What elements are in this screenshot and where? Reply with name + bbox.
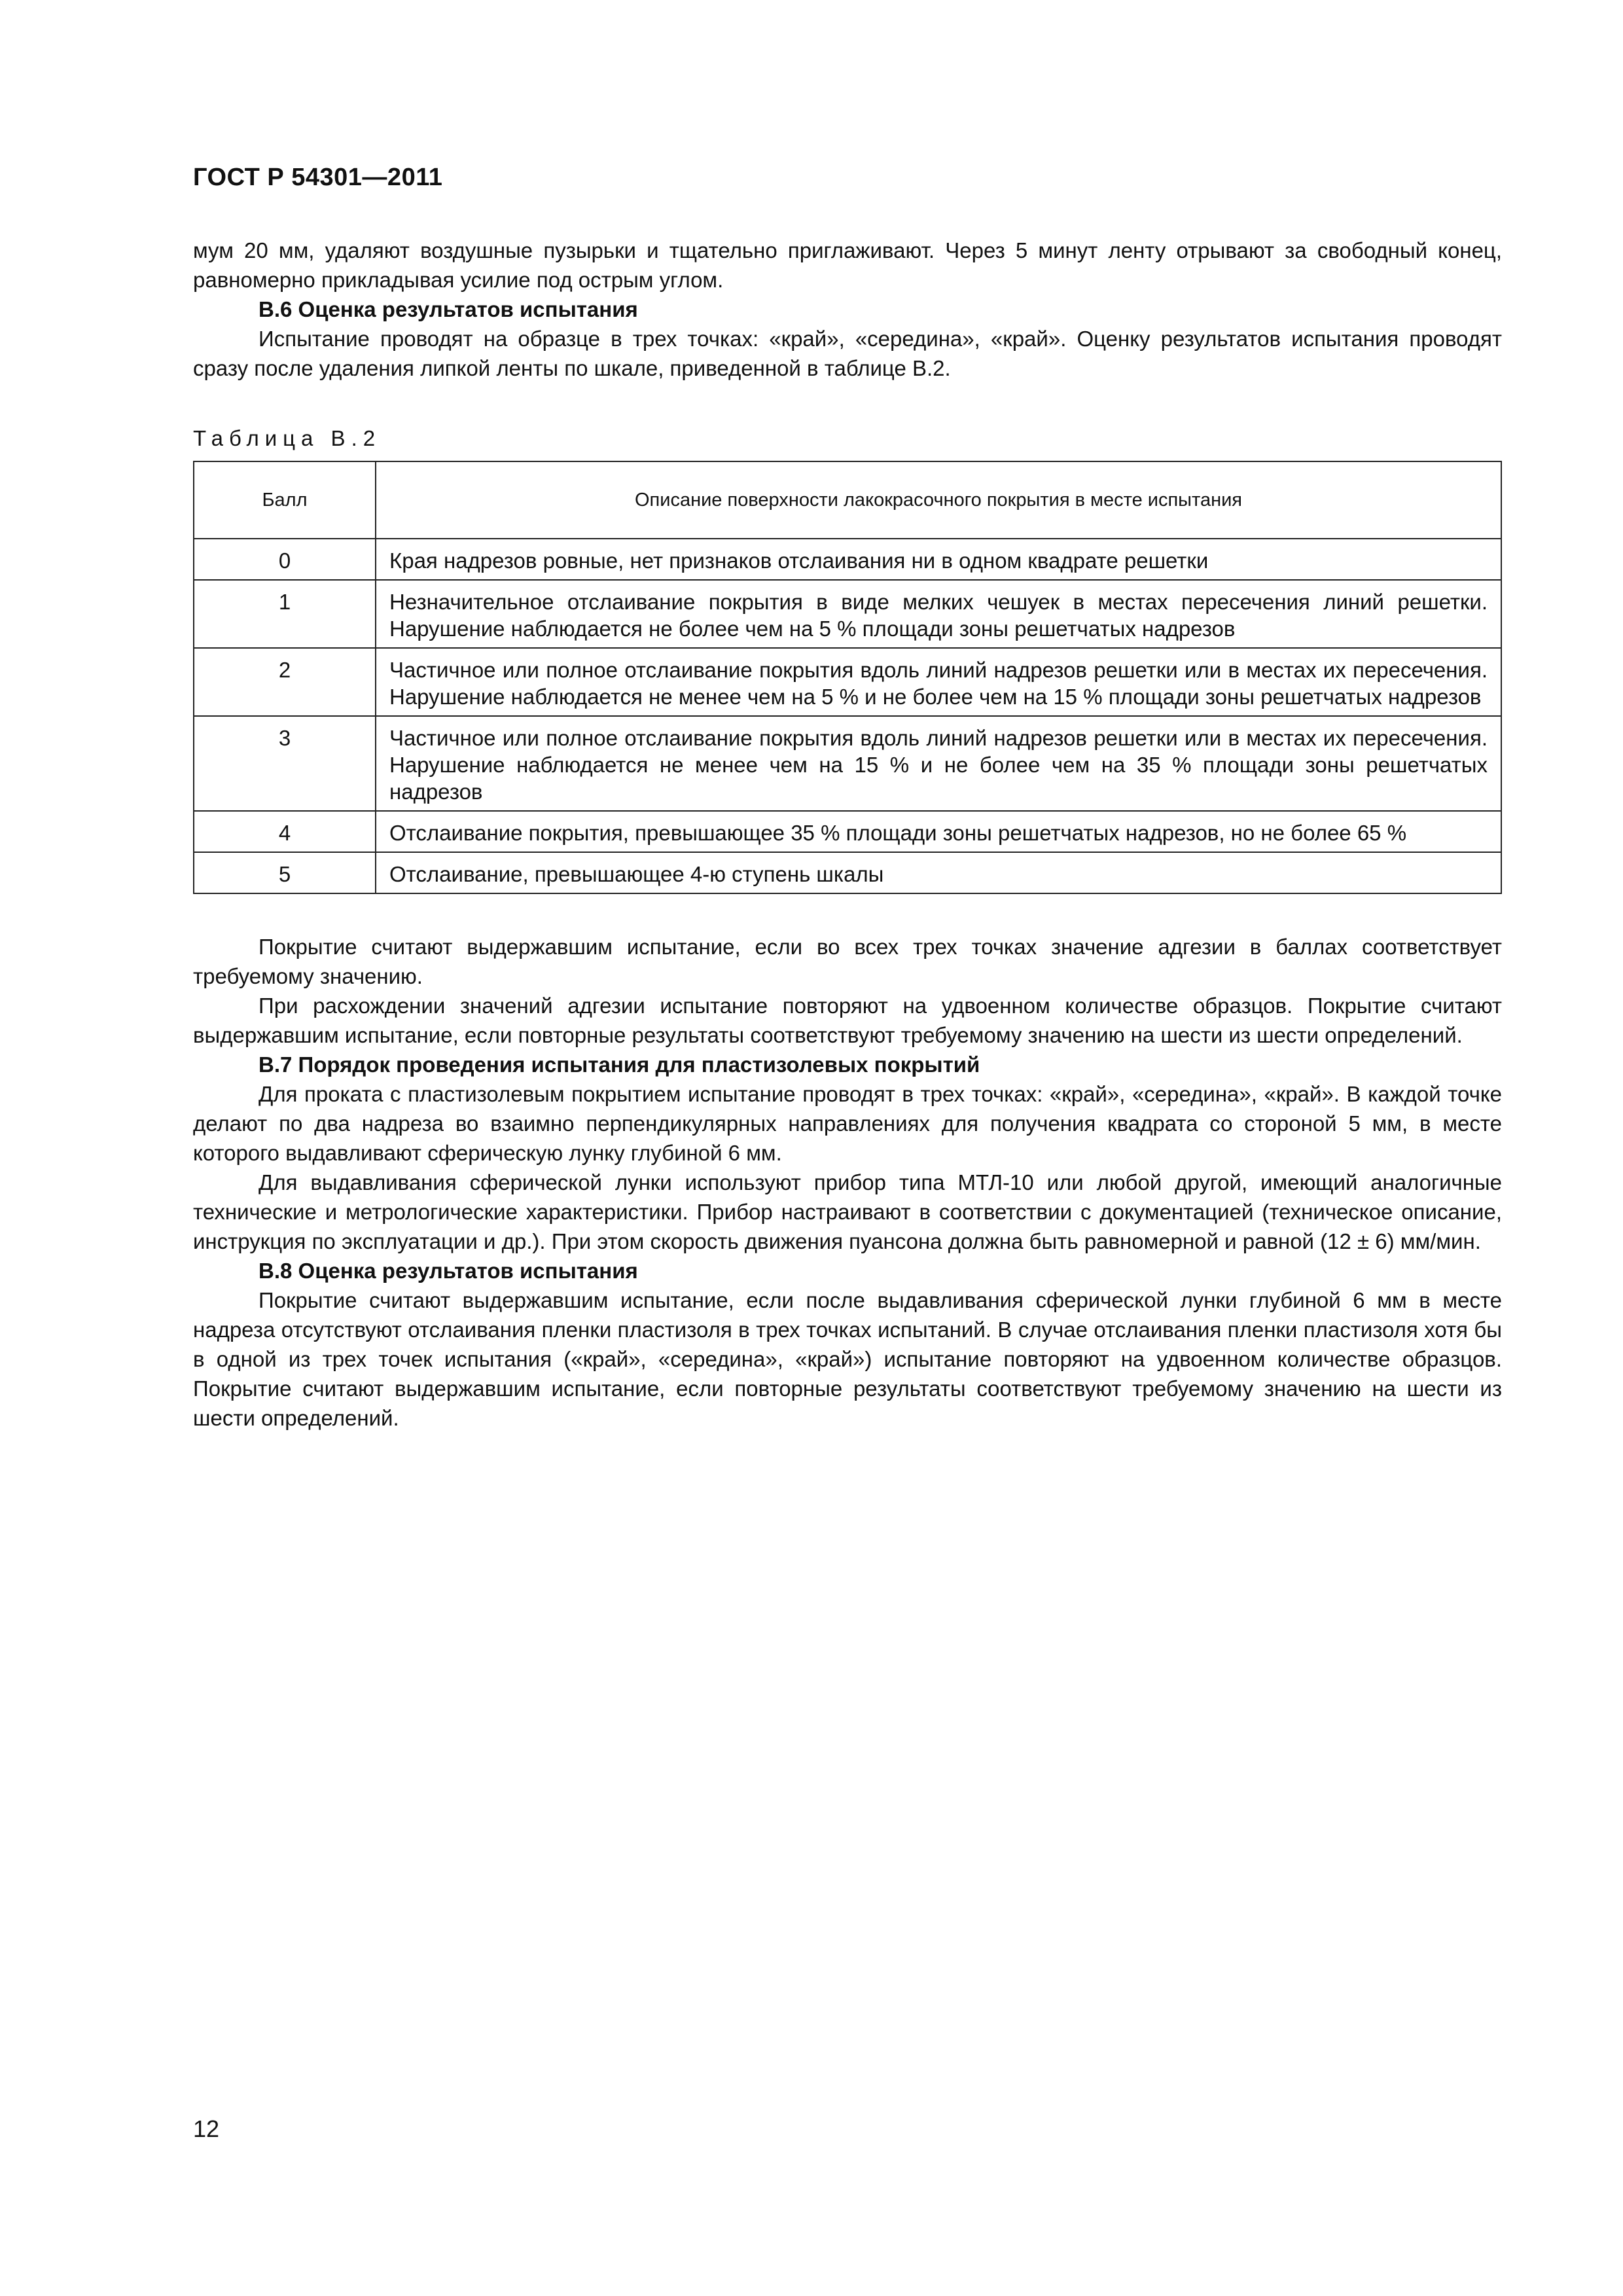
table-row: [194, 811, 1501, 852]
score-cell: 3: [194, 716, 376, 811]
description-cell: Отслаивание, превышающее 4-ю ступень шкалы: [376, 852, 1501, 893]
description-cell: Края надрезов ровные, нет признаков отслаивания ни в одном квадрате решетки: [376, 539, 1501, 580]
description-cell: Отслаивание покрытия, превышающее 35 % площади зоны решетчатых надрезов, но не более 65 %: [376, 811, 1501, 852]
table-caption: Таблица В.2: [193, 426, 382, 450]
score-cell: 0: [194, 539, 376, 580]
score-cell: 1: [194, 580, 376, 648]
description-cell: Частичное или полное отслаивание покрытия вдоль линий надрезов решетки или в местах их пересечения. Нарушение наблюдается не менее чем на 15 % и не более чем на 35 % площади зоны решетчатых надрезов: [376, 716, 1501, 811]
section-b8-paragraph: Покрытие считают выдержавшим испытание, если после выдавливания сферической лунки глубиной 6 мм в месте надреза отсутствуют отслаивания пленки пластизоля в трех точках испытаний. В случае отслаивания пленки пластизоля хотя бы в одной из трех точек испытания («край», «середина», «край») испытание повторяют на удвоенном количестве образцов. Покрытие считают выдержавшим испытание, если повторные результаты соответствуют требуемому значению на шести из шести определений.: [193, 1288, 1502, 1430]
section-b6-heading: В.6 Оценка результатов испытания: [259, 297, 638, 321]
score-cell: 2: [194, 648, 376, 716]
after-table-paragraph: Покрытие считают выдержавшим испытание, если во всех трех точках значение адгезии в баллах соответствует требуемому значению.: [193, 935, 1502, 988]
section-b7-heading: В.7 Порядок проведения испытания для пластизолевых покрытий: [259, 1052, 980, 1077]
table-row: [194, 580, 1501, 648]
table-row: [194, 852, 1501, 893]
section-b7-paragraph: Для выдавливания сферической лунки используют прибор типа МТЛ-10 или любой другой, имеющий аналогичные технические и метрологические характеристики. Прибор настраивают в соответствии с документацией (техническое описание, инструкция по эксплуатации и др.). При этом скорость движения пуансона должна быть равномерной и равной (12 ± 6) мм/мин.: [193, 1170, 1502, 1253]
score-cell: 4: [194, 811, 376, 852]
description-cell: Частичное или полное отслаивание покрытия вдоль линий надрезов решетки или в местах их пересечения. Нарушение наблюдается не менее чем на 5 % и не более чем на 15 % площади зоны решетчатых надрезов: [376, 648, 1501, 716]
score-cell: 5: [194, 852, 376, 893]
table-header-row: [194, 461, 1501, 539]
section-b7-paragraph: Для проката с пластизолевым покрытием испытание проводят в трех точках: «край», «середина», «край». В каждой точке делают по два надреза во взаимно перпендикулярных направлениях для получения квадрата со стороной 5 мм, в месте которого выдавливают сферическую лунку глубиной 6 мм.: [193, 1082, 1502, 1165]
table-row: [194, 539, 1501, 580]
table-row: [194, 716, 1501, 811]
column-header-score: Балл: [194, 461, 376, 539]
after-table-block: [193, 932, 1502, 1050]
page-content: [193, 236, 1502, 1433]
description-cell: Незначительное отслаивание покрытия в виде мелких чешуек в местах пересечения линий решетки. Нарушение наблюдается не более чем на 5 % площади зоны решетчатых надрезов: [376, 580, 1501, 648]
after-table-paragraph: При расхождении значений адгезии испытание повторяют на удвоенном количестве образцов. Покрытие считают выдержавшим испытание, если повторные результаты соответствуют требуемому значению на шести из шести определений.: [193, 994, 1502, 1047]
section-b8-heading: В.8 Оценка результатов испытания: [259, 1259, 638, 1283]
section-b6-paragraph: Испытание проводят на образце в трех точках: «край», «середина», «край». Оценку результатов испытания проводят сразу после удаления липкой ленты по шкале, приведенной в таблице В.2.: [193, 327, 1502, 380]
adhesion-score-table: [193, 461, 1502, 894]
continued-paragraph: мум 20 мм, удаляют воздушные пузырьки и тщательно приглаживают. Через 5 минут ленту отрывают за свободный конец, равномерно прикладывая усилие под острым углом.: [193, 238, 1502, 292]
column-header-description: Описание поверхности лакокрасочного покрытия в месте испытания: [376, 461, 1501, 539]
document-code-header: ГОСТ Р 54301—2011: [193, 164, 443, 191]
table-row: [194, 648, 1501, 716]
page-number: 12: [193, 2115, 220, 2142]
